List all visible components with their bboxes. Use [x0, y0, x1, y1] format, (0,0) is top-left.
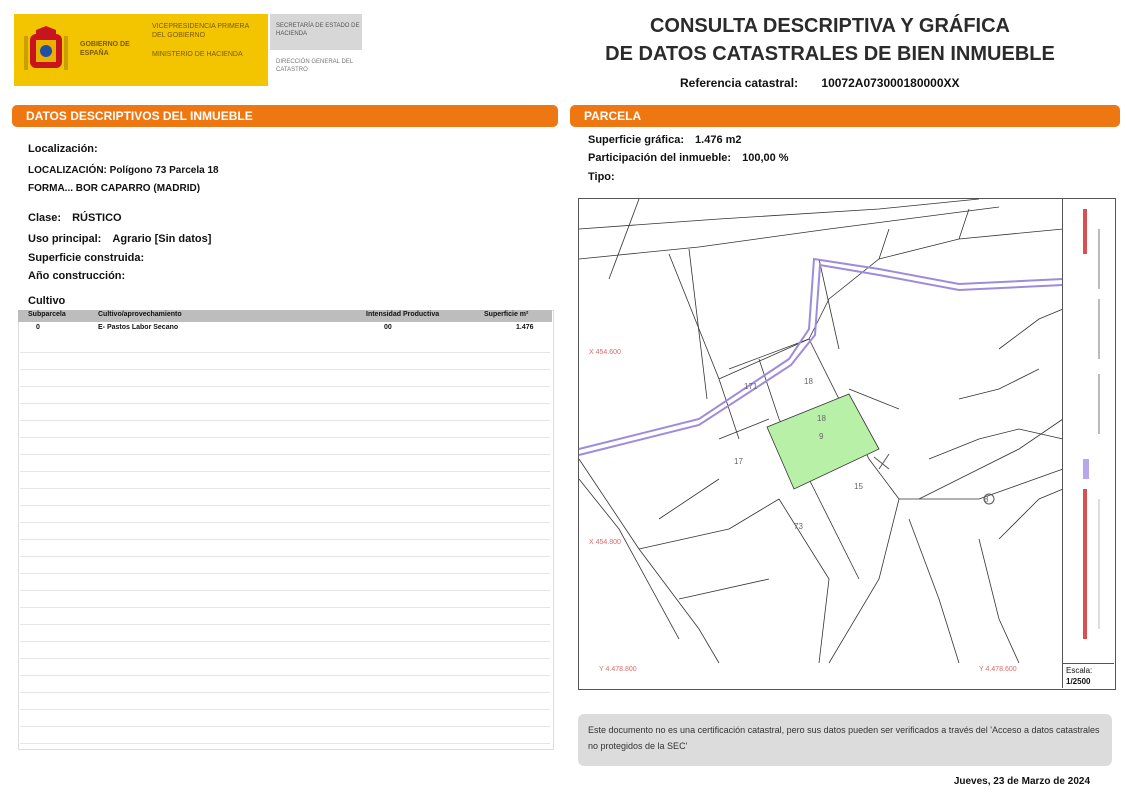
- th-intensidad: Intensidad Productiva: [366, 311, 440, 318]
- map-label-73: 73: [794, 522, 803, 531]
- clase-label: Clase:: [28, 212, 62, 224]
- spain-coat-of-arms-icon: [22, 24, 70, 78]
- uso-label: Uso principal:: [28, 233, 102, 245]
- map-coord-2: X 454.800: [589, 539, 621, 546]
- legend-drawing: [1063, 199, 1114, 663]
- th-cultivo: Cultivo/aprovechamiento: [98, 311, 182, 318]
- clase-row: [28, 212, 122, 224]
- map-label-17: 17: [734, 457, 743, 466]
- cell-cultivo: E- Pastos Labor Secano: [98, 324, 179, 331]
- ministry-label-2: MINISTERIO DE HACIENDA: [152, 51, 243, 58]
- map-coord-4: Y 4.478.600: [979, 666, 1017, 673]
- th-subparcela: Subparcela: [28, 311, 66, 318]
- map-drawing: [579, 199, 1063, 673]
- selected-parcel-shape: [767, 394, 879, 489]
- parcela-section-header: PARCELA: [570, 105, 1120, 127]
- map-coord-1: X 454.600: [589, 349, 621, 356]
- ref-catastral: [680, 76, 960, 90]
- map-label-15: 15: [854, 482, 863, 491]
- cell-intensidad: 00: [384, 324, 392, 331]
- ministry-label: [152, 22, 264, 59]
- scale-value: 1/2500: [1066, 677, 1091, 686]
- clase-value: RÚSTICO: [72, 212, 122, 224]
- uso-row: [28, 233, 211, 245]
- superficie-grafica-value: 1.476 m2: [695, 134, 742, 146]
- uso-value: Agrario [Sin datos]: [112, 233, 212, 245]
- superficie-construida-label: Superficie construida:: [28, 252, 145, 264]
- issue-date: Jueves, 23 de Marzo de 2024: [953, 776, 1090, 787]
- tipo-label: Tipo:: [588, 171, 615, 183]
- map-label-9: 9: [819, 432, 824, 441]
- map-label-8: 8: [984, 495, 989, 504]
- gov-label: GOBIERNO DE ESPAÑA: [80, 41, 130, 57]
- scale-box: [1062, 663, 1114, 688]
- title-line-1: CONSULTA DESCRIPTIVA Y GRÁFICA: [649, 15, 1011, 37]
- table-empty-rows: [20, 336, 550, 746]
- superficie-grafica-row: [588, 134, 742, 146]
- map-label-18b: 18: [804, 377, 813, 386]
- ref-catastral-value: 10072A073000180000XX: [821, 76, 960, 90]
- localizacion-line-2: FORMA... BOR CAPARRO (MADRID): [28, 183, 201, 194]
- scale-label: Escala:: [1066, 666, 1093, 675]
- map-coord-3: Y 4.478.800: [599, 666, 637, 673]
- localizacion-line-1: LOCALIZACIÓN: Polígono 73 Parcela 18: [28, 165, 219, 176]
- participacion-value: 100,00 %: [742, 152, 789, 164]
- cell-subparcela: 0: [36, 324, 40, 331]
- ministry-label-1: VICEPRESIDENCIA PRIMERA DEL GOBIERNO: [152, 23, 249, 39]
- title-line-2: DE DATOS CATASTRALES DE BIEN INMUEBLE: [605, 43, 1055, 65]
- cell-superficie: 1.476: [516, 324, 534, 331]
- participacion-row: [588, 152, 789, 164]
- superficie-grafica-label: Superficie gráfica:: [588, 134, 684, 146]
- ref-catastral-label: Referencia catastral:: [680, 76, 799, 90]
- map-legend: [1062, 199, 1114, 663]
- localizacion-label: Localización:: [28, 143, 98, 155]
- table-row: [18, 323, 552, 335]
- direccion-label: DIRECCIÓN GENERAL DEL CATASTRO: [276, 59, 353, 73]
- datos-section-header: DATOS DESCRIPTIVOS DEL INMUEBLE: [12, 105, 558, 127]
- map-label-18: 18: [817, 414, 826, 423]
- anio-construccion-label: Año construcción:: [28, 270, 126, 282]
- cultivo-table-header: [18, 310, 552, 322]
- secretaria-label: SECRETARÍA DE ESTADO DE HACIENDA: [276, 23, 360, 37]
- th-superficie: Superficie m²: [484, 311, 529, 318]
- cadastral-map[interactable]: [578, 198, 1116, 690]
- page-title: [575, 12, 1085, 68]
- cultivo-title: Cultivo: [28, 295, 66, 307]
- participacion-label: Participación del inmueble:: [588, 152, 732, 164]
- disclaimer-note: Este documento no es una certificación catastral, pero sus datos pueden ser verificados a través del 'Acceso a datos catastrales no protegidos de la SEC': [578, 714, 1112, 766]
- map-label-171: 171: [744, 382, 758, 391]
